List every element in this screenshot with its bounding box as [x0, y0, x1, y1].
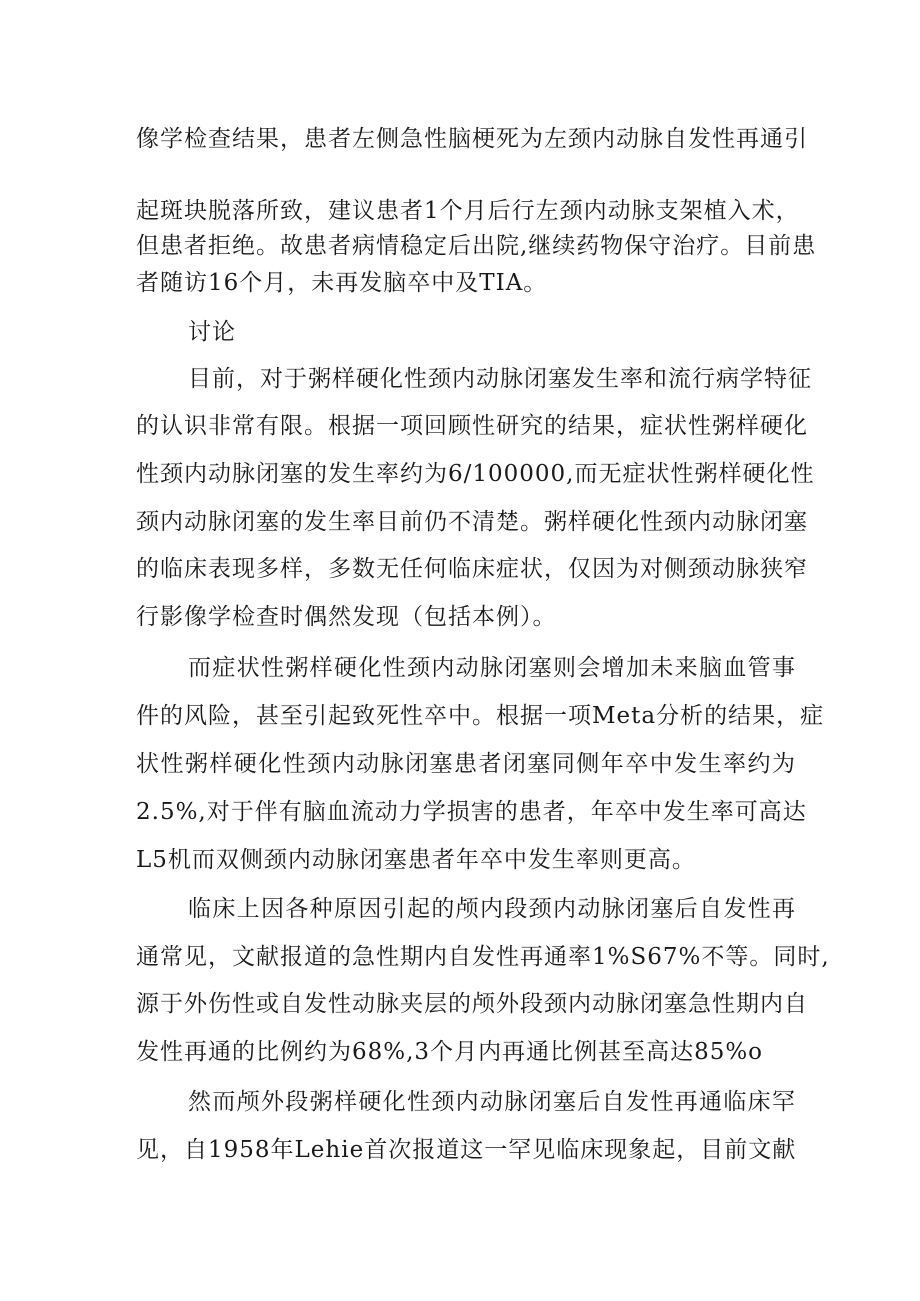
paragraph-line: 的临床表现多样，多数无任何临床症状，仅因为对侧颈动脉狭窄 [136, 556, 808, 582]
paragraph-line: 见，自1958年Lehie首次报道这一罕见临床现象起，目前文献 [136, 1137, 797, 1163]
paragraph-line: 颈内动脉闭塞的发生率目前仍不清楚。粥样硬化性颈内动脉闭塞 [136, 509, 808, 535]
section-heading: 讨论 [188, 319, 236, 345]
paragraph-line: 发性再通的比例约为68%,3个月内再通比例甚至高达85%o [136, 1039, 764, 1065]
paragraph-line: L5机而双侧颈内动脉闭塞患者年卒中发生率则更高。 [136, 847, 696, 873]
paragraph-line: 但患者拒绝。故患者病情稳定后出院,继续药物保守治疗。目前患 [136, 233, 817, 259]
paragraph-line: 像学检查结果，患者左侧急性脑梗死为左颈内动脉自发性再通引 [136, 126, 808, 152]
paragraph-line: 而症状性粥样硬化性颈内动脉闭塞则会增加未来脑血管事 [188, 655, 796, 681]
paragraph-line: 起斑块脱落所致，建议患者1个月后行左颈内动脉支架植入术， [136, 198, 800, 224]
paragraph-line: 状性粥样硬化性颈内动脉闭塞患者闭塞同侧年卒中发生率约为 [136, 751, 796, 777]
paragraph-line: 的认识非常有限。根据一项回顾性研究的结果，症状性粥样硬化 [136, 413, 808, 439]
paragraph-line: 通常见，文献报道的急性期内自发性再通率1%S67%不等。同时, [136, 944, 830, 970]
paragraph-line: 源于外伤性或自发性动脉夹层的颅外段颈内动脉闭塞急性期内自 [136, 991, 808, 1017]
paragraph-line: 性颈内动脉闭塞的发生率约为6/100000,而无症状性粥样硬化性 [136, 461, 815, 487]
paragraph-line: 然而颅外段粥样硬化性颈内动脉闭塞后自发性再通临床罕 [188, 1089, 796, 1115]
paragraph-line: 行影像学检查时偶然发现（包括本例）。 [136, 604, 557, 630]
paragraph-line: 临床上因各种原因引起的颅内段颈内动脉闭塞后自发性再 [188, 896, 796, 922]
paragraph-line: 目前，对于粥样硬化性颈内动脉闭塞发生率和流行病学特征 [188, 366, 812, 392]
paragraph-line: 者随访16个月，未再发脑卒中及TIA。 [136, 270, 548, 296]
paragraph-line: 2.5%,对于伴有脑血流动力学损害的患者，年卒中发生率可高达 [136, 799, 807, 825]
paragraph-line: 件的风险，甚至引起致死性卒中。根据一项Meta分析的结果，症 [136, 703, 825, 729]
